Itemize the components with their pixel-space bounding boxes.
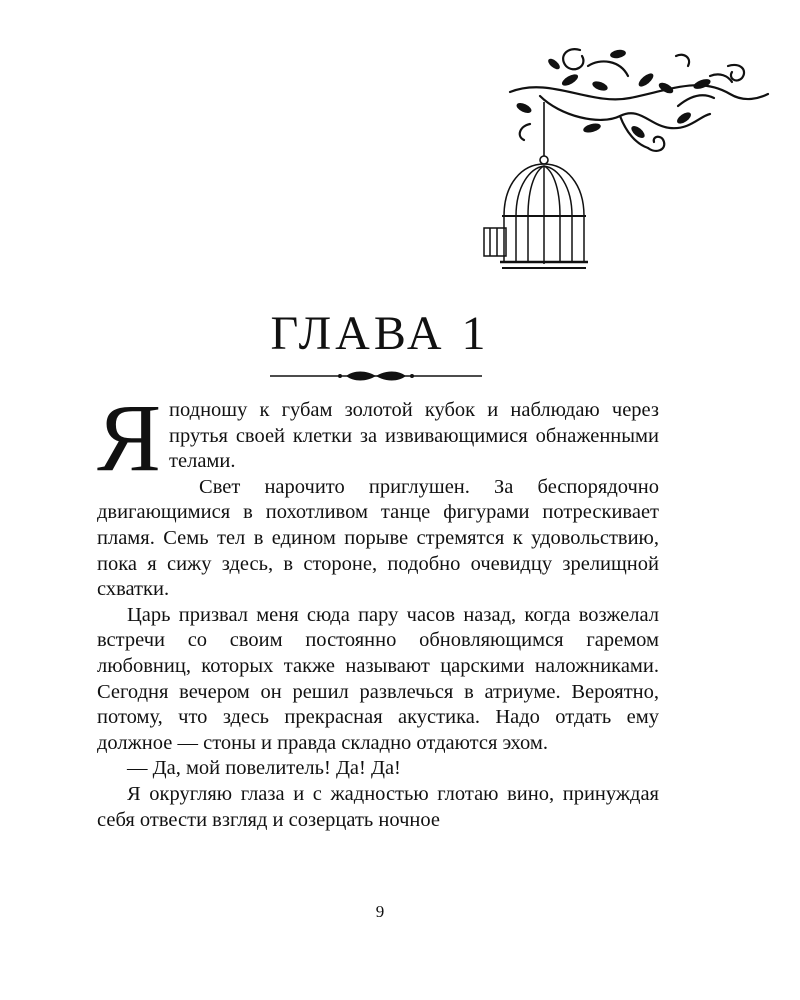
paragraph: — Да, мой повелитель! Да! Да!: [127, 757, 401, 780]
birdcage-vine-icon: [470, 36, 770, 276]
paragraph: Царь призвал меня сюда пару часов назад, когда возжелал встречи со своим постоянно обновляющимся гаремом любовниц, которых также называют царскими наложниками. Сегодня вечером он решил развлечься в атриуме. Вероятно, потому, что здесь прекрасная акустика. Надо отдать ему должное — стоны и правда складно отдаются эхом.: [97, 603, 659, 754]
drop-cap: Я: [97, 384, 162, 491]
chapter-title: ГЛАВА 1: [270, 307, 490, 360]
paragraph: Свет нарочито приглушен. За беспорядочно двигающимися в похотливом танце фигурами потрескивает пламя. Семь тел в едином порыве стремятся к удовольствию, пока я сижу здесь, в стороне, подобно очевидцу зрелищной схватки.: [97, 475, 659, 601]
flourish-divider-icon: [270, 368, 482, 384]
paragraph: Я подношу к губам золотой кубок и наблюдаю через прутья своей клетки за извивающимися обнаженными телами.: [97, 384, 659, 491]
page-number: 9: [375, 902, 385, 921]
paragraph: Я округляю глаза и с жадностью глотаю вино, принуждая себя отвести взгляд и созерцать ночное: [97, 782, 659, 831]
chapter-body: [97, 384, 659, 833]
